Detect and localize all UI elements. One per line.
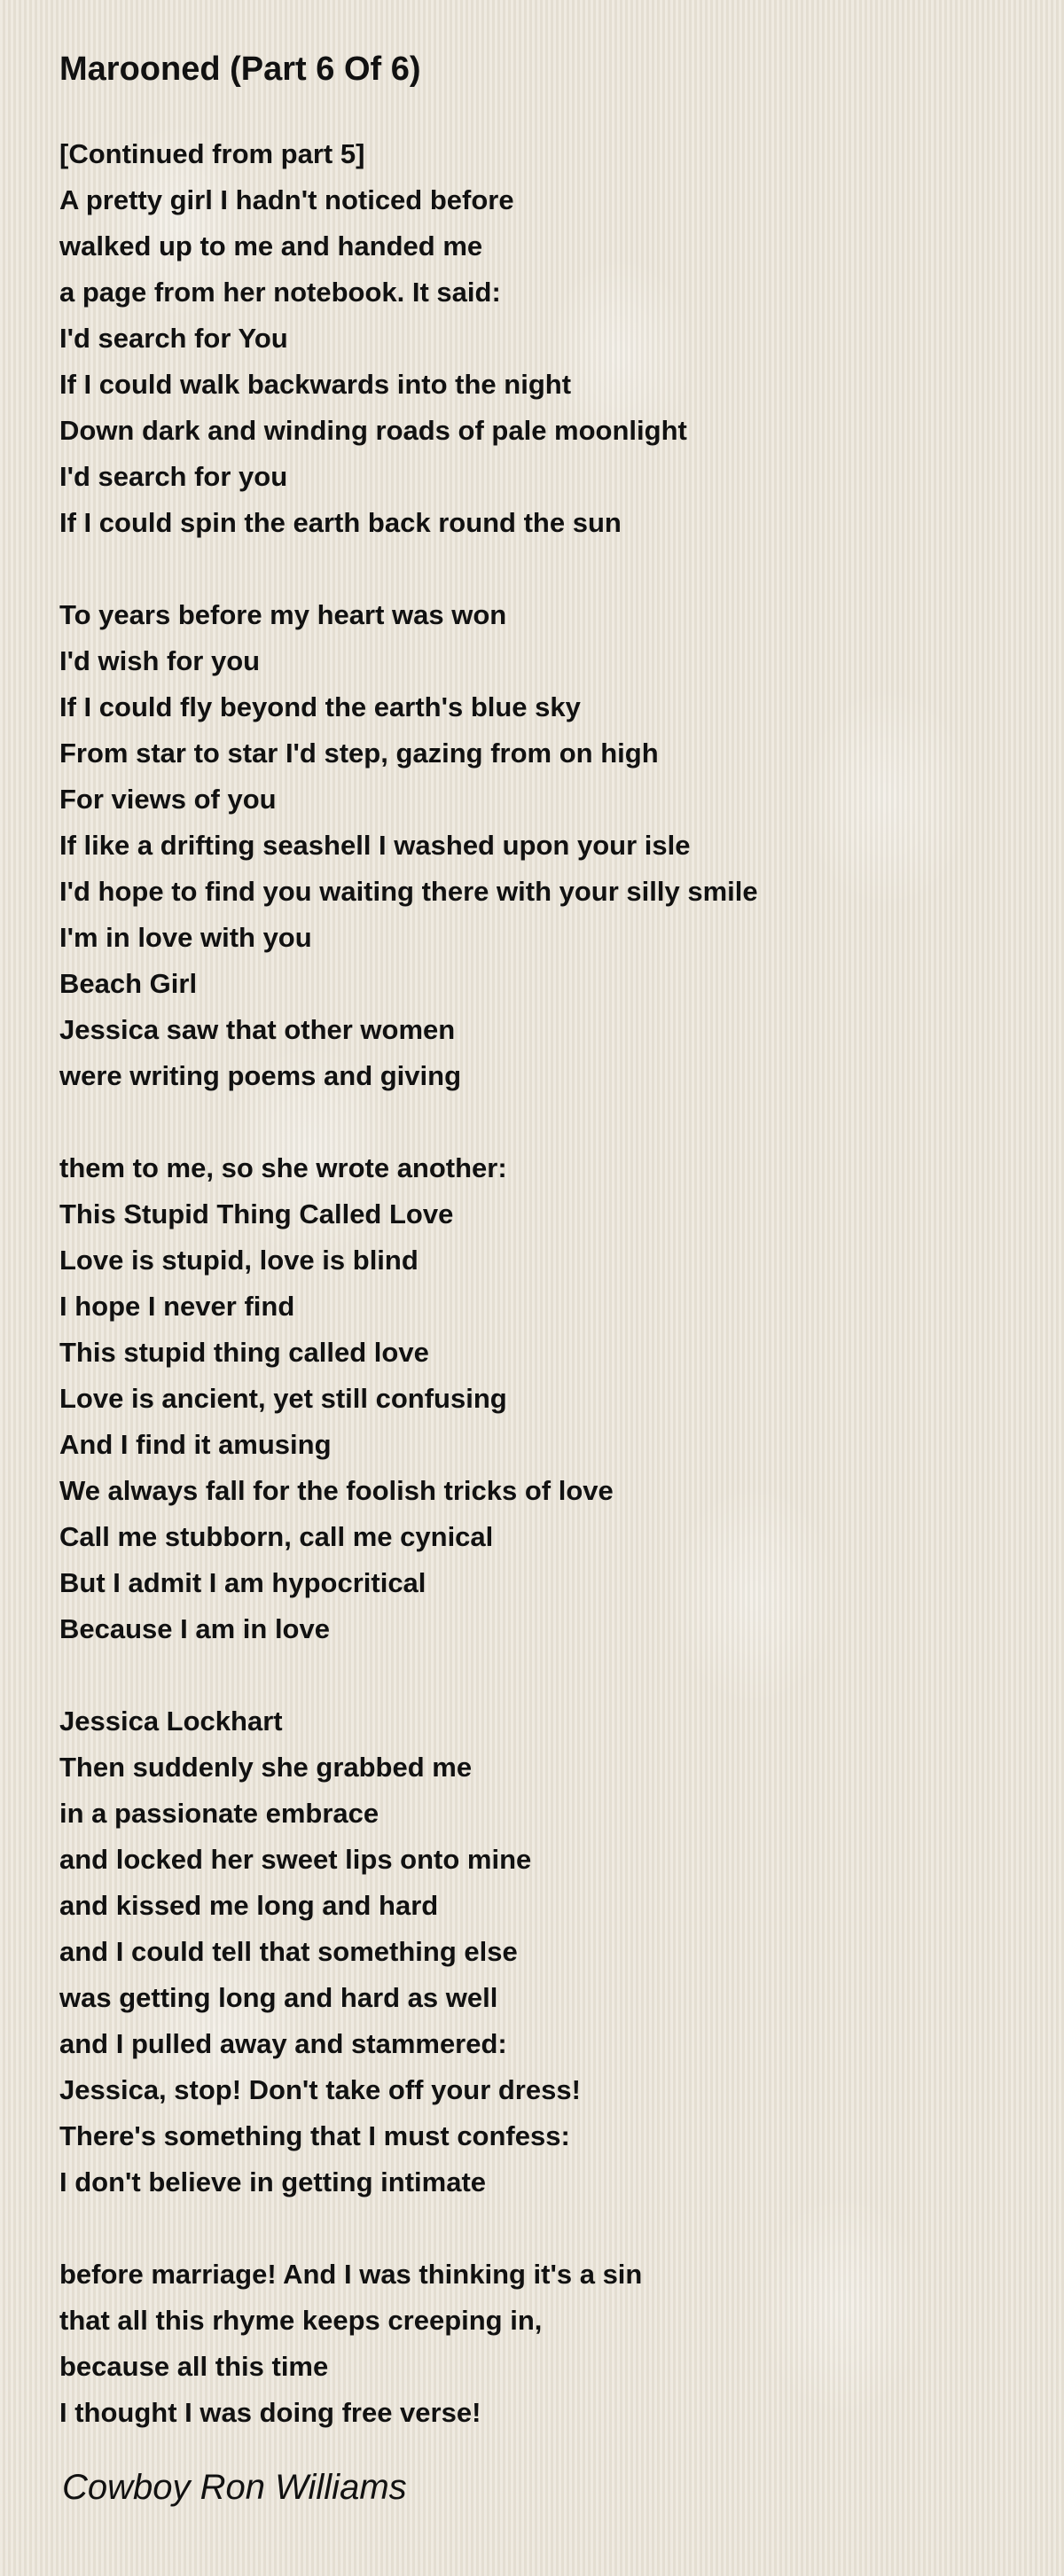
poem-line: walked up to me and handed me [59,230,483,262]
poem-line: Then suddenly she grabbed me [59,1752,473,1783]
poem-line: I'd wish for you [59,645,261,676]
stanza [59,2252,1017,2436]
poem-line: Jessica saw that other women [59,1014,456,1045]
poem-line: If like a drifting seashell I washed upon your isle [59,830,691,861]
poem-line: Beach Girl [59,968,198,999]
poem-line: and I could tell that something else [59,1936,518,1967]
poem-line: before marriage! And I was thinking it's a sin [59,2259,643,2290]
poem-line: a page from her notebook. It said: [59,277,501,308]
stanza [59,1145,1017,1652]
poem-line: A pretty girl I hadn't noticed before [59,184,514,215]
poem-line: [Continued from part 5] [59,138,365,169]
poem-line: From star to star I'd step, gazing from on high [59,738,659,769]
poem-line: because all this time [59,2351,329,2382]
poem-line: and kissed me long and hard [59,1890,439,1921]
poem-line: Jessica Lockhart [59,1706,283,1737]
poem-body [59,131,1017,2436]
poem-page [59,43,1017,2514]
poem-line: Because I am in love [59,1613,330,1644]
poem-line: If I could spin the earth back round the sun [59,507,622,538]
poem-author: Cowboy Ron Williams [62,2468,407,2507]
poem-line: I'm in love with you [59,922,312,953]
poem-line: To years before my heart was won [59,599,507,630]
stanza [59,592,1017,1099]
poem-line: We always fall for the foolish tricks of love [59,1475,614,1506]
poem-line: and I pulled away and stammered: [59,2028,507,2059]
poem-line: This Stupid Thing Called Love [59,1198,454,1229]
poem-line: If I could walk backwards into the night [59,369,572,400]
poem-line: Love is ancient, yet still confusing [59,1383,507,1414]
poem-line: I'd hope to find you waiting there with your silly smile [59,876,758,907]
poem-title: Marooned (Part 6 Of 6) [59,51,421,88]
stanza [59,1698,1017,2205]
poem-line: Love is stupid, love is blind [59,1245,419,1276]
poem-line: And I find it amusing [59,1429,332,1460]
poem-line: This stupid thing called love [59,1337,429,1368]
poem-line: There's something that I must confess: [59,2120,570,2151]
poem-line: I'd search for You [59,323,288,354]
poem-line: that all this rhyme keeps creeping in, [59,2305,543,2336]
poem-line: in a passionate embrace [59,1798,379,1829]
stanza [59,131,1017,546]
poem-line: Jessica, stop! Don't take off your dress! [59,2074,581,2105]
poem-line: For views of you [59,784,277,815]
poem-line: I thought I was doing free verse! [59,2397,481,2428]
poem-line: Down dark and winding roads of pale moonlight [59,415,687,446]
poem-line: Call me stubborn, call me cynical [59,1521,494,1552]
poem-line: If I could fly beyond the earth's blue sky [59,691,581,722]
poem-line: and locked her sweet lips onto mine [59,1844,532,1875]
poem-line: I don't believe in getting intimate [59,2166,487,2197]
poem-line: But I admit I am hypocritical [59,1567,426,1598]
poem-line: were writing poems and giving [59,1060,462,1091]
poem-line: them to me, so she wrote another: [59,1152,507,1183]
poem-line: was getting long and hard as well [59,1982,498,2013]
poem-line: I'd search for you [59,461,288,492]
poem-line: I hope I never find [59,1291,295,1322]
